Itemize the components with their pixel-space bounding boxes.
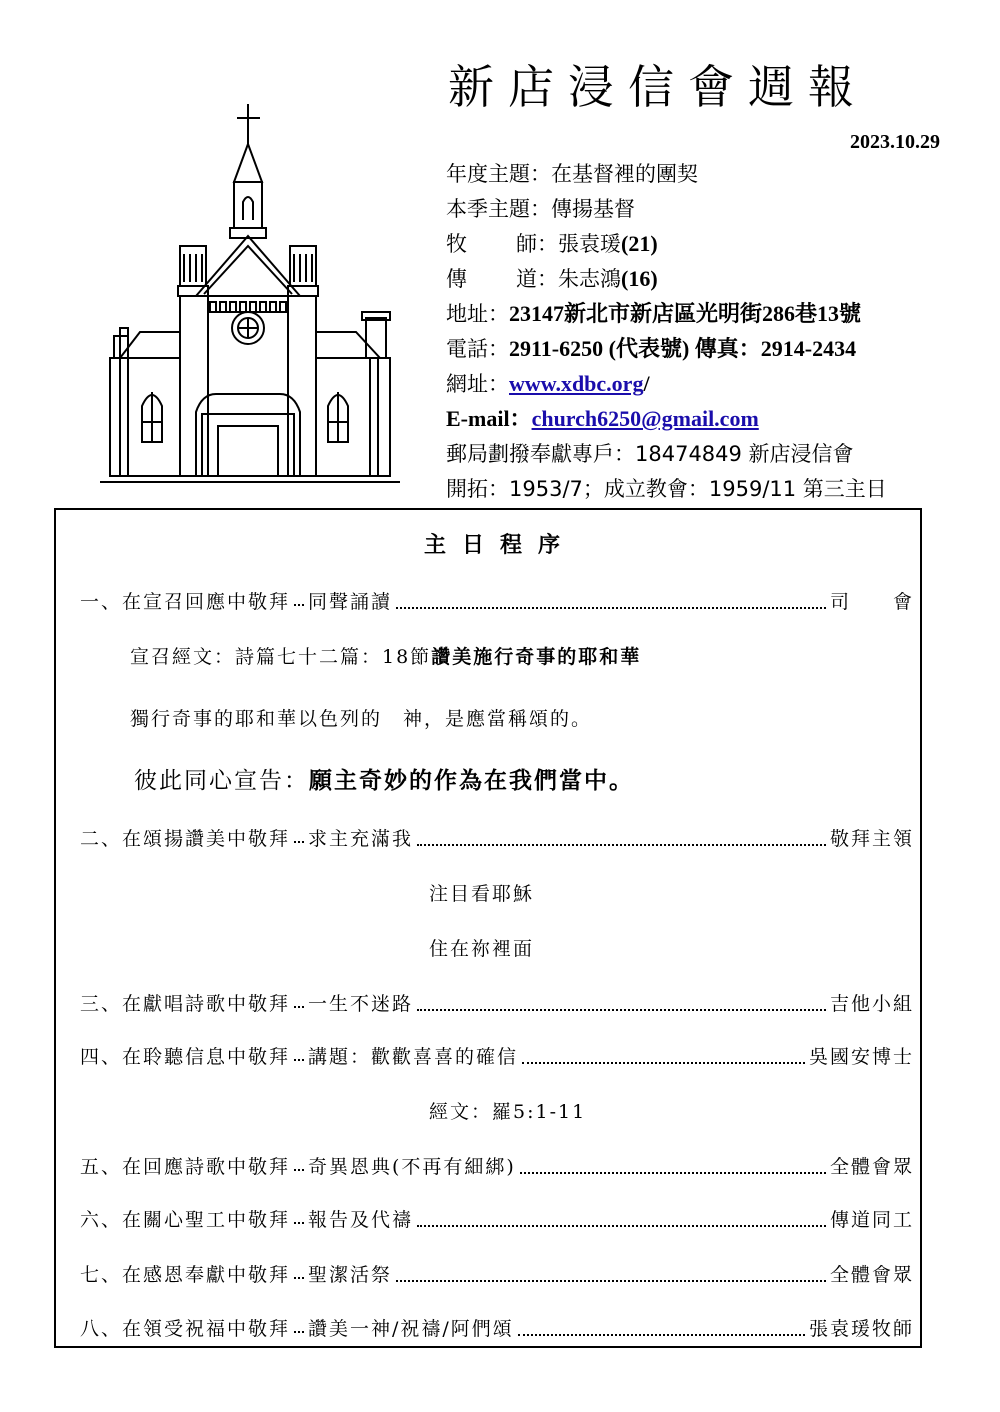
item-leader: 全體會眾 <box>829 1264 914 1286</box>
item-content: 報告及代禱 <box>308 1209 414 1231</box>
item-part: 二、在頌揚讚美中敬拜 <box>80 828 291 850</box>
item-leader: 傳道同工 <box>829 1209 914 1231</box>
program-item-1 <box>80 587 914 617</box>
website-slash: / <box>643 371 650 396</box>
song-2: 注目看耶穌 <box>429 883 535 905</box>
call-verse-title: 讚美施行奇事的耶和華 <box>431 646 642 668</box>
season-theme: 本季主題：傳揚基督 <box>446 197 635 221</box>
item-leader: 敬拜主領 <box>829 828 914 850</box>
phone-line <box>446 334 856 364</box>
item-part: 七、在感恩奉獻中敬拜 <box>80 1264 291 1286</box>
bulletin-date: 2023.10.29 <box>850 131 940 153</box>
item-content: 求主充滿我 <box>308 828 414 850</box>
item-content: 一生不迷路 <box>308 993 414 1015</box>
pastor-label-1: 牧 <box>446 232 467 256</box>
item-content: 同聲誦讀 <box>308 591 393 613</box>
program-item-8 <box>80 1314 914 1344</box>
item-part: 八、在領受祝福中敬拜 <box>80 1318 291 1340</box>
address-line <box>446 299 861 329</box>
scripture: 經文：羅5:1-11 <box>429 1101 587 1123</box>
item-part: 一、在宣召回應中敬拜 <box>80 591 291 613</box>
declaration <box>134 762 634 795</box>
preacher-name: 朱志鴻 <box>558 267 621 291</box>
preacher-line <box>446 264 658 294</box>
website-link[interactable]: www.xdbc.org <box>509 371 644 396</box>
item-leader: 吉他小組 <box>829 993 914 1015</box>
item-part: 六、在關心聖工中敬拜 <box>80 1209 291 1231</box>
pastor-label-2: 師： <box>516 232 558 256</box>
pastor-line <box>446 229 658 259</box>
item-content: 奇異恩典(不再有細綁) <box>308 1156 516 1178</box>
preacher-label-1: 傳 <box>446 267 467 291</box>
item-content: 讚美一神/祝禱/阿們頌 <box>308 1318 514 1340</box>
address-value: 23147新北市新店區光明街286巷13號 <box>509 301 862 326</box>
item-part: 四、在聆聽信息中敬拜 <box>80 1046 291 1068</box>
year-theme: 年度主題：在基督裡的團契 <box>446 162 698 186</box>
address-label: 地址： <box>446 302 509 326</box>
call-verse-label: 宣召經文：詩篇七十二篇：18節 <box>130 646 432 668</box>
church-illustration <box>100 96 400 488</box>
website-line <box>446 369 650 399</box>
declaration-label: 彼此同心宣告： <box>134 768 309 794</box>
song-3: 住在祢裡面 <box>429 938 535 960</box>
program-item-3 <box>80 989 914 1019</box>
program-item-7 <box>80 1260 914 1290</box>
phone-value: 2911-6250 (代表號) 傳真：2914-2434 <box>509 336 857 361</box>
item-leader: 吳國安博士 <box>808 1046 914 1068</box>
founded-line: 開拓：1953/7；成立教會：1959/11 第三主日 <box>446 477 887 501</box>
declaration-text: 願主奇妙的作為在我們當中。 <box>309 767 634 794</box>
item-leader: 全體會眾 <box>829 1156 914 1178</box>
item-content: 講題：歡歡喜喜的確信 <box>308 1046 519 1068</box>
phone-label: 電話： <box>446 337 509 361</box>
item-leader: 司 會 <box>829 591 914 613</box>
pastor-number: (21) <box>621 231 658 256</box>
preacher-label-2: 道： <box>516 267 558 291</box>
website-label: 網址： <box>446 372 509 396</box>
email-label: E-mail： <box>446 406 532 431</box>
program-item-2 <box>80 824 914 854</box>
item-content: 聖潔活祭 <box>308 1264 393 1286</box>
pastor-name: 張袁瑗 <box>558 232 621 256</box>
program-item-4 <box>80 1042 914 1072</box>
item-part: 三、在獻唱詩歌中敬拜 <box>80 993 291 1015</box>
postal-account: 郵局劃撥奉獻專戶：18474849 新店浸信會 <box>446 442 854 466</box>
email-link[interactable]: church6250@gmail.com <box>531 406 759 431</box>
call-verse-text: 獨行奇事的耶和華以色列的 神，是應當稱頌的。 <box>130 708 593 730</box>
item-part: 五、在回應詩歌中敬拜 <box>80 1156 291 1178</box>
call-verse <box>130 642 641 669</box>
program-item-6 <box>80 1205 914 1235</box>
preacher-number: (16) <box>621 266 658 291</box>
email-line <box>446 404 759 434</box>
bulletin-title: 新店浸信會週報 <box>448 60 868 114</box>
program-item-5 <box>80 1152 914 1182</box>
program-heading: 主日程序 <box>423 532 576 558</box>
item-leader: 張袁瑗牧師 <box>808 1318 914 1340</box>
